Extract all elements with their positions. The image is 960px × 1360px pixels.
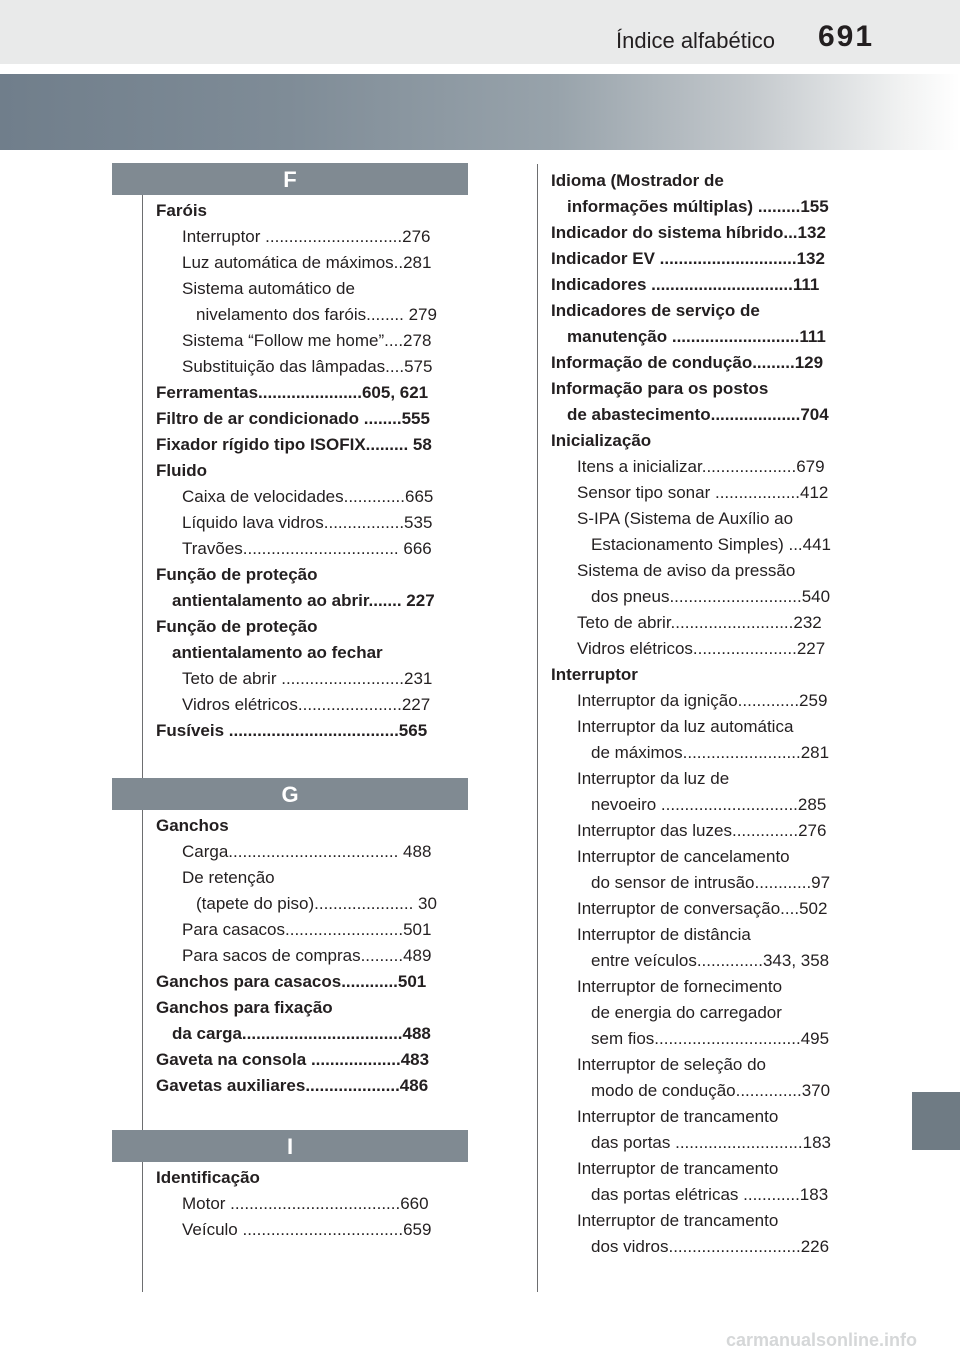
index-entry: Travões................................. 666	[182, 539, 432, 558]
index-entry: Motor ....................................660	[182, 1194, 429, 1213]
index-entry: Fusíveis ....................................565	[156, 721, 428, 740]
index-entry: Itens a inicializar....................679	[577, 457, 825, 476]
chapter-side-tab	[912, 1092, 960, 1150]
index-entry: antientalamento ao fechar	[172, 643, 383, 662]
index-entry: Informação de condução.........129	[551, 353, 824, 372]
section-header-f: F	[112, 163, 468, 195]
left-column-divider	[142, 194, 143, 1292]
index-entry: Ganchos para fixação	[156, 998, 333, 1017]
index-entry: Gaveta na consola ...................483	[156, 1050, 430, 1069]
index-entry: Função de proteção	[156, 565, 318, 584]
page-header-bar	[0, 0, 960, 64]
section-list-g	[156, 813, 474, 1099]
index-entry: Interruptor .............................276	[182, 227, 431, 246]
index-entry: de energia do carregador	[591, 1003, 782, 1022]
index-entry: Indicador EV .............................132	[551, 249, 825, 268]
index-entry: antientalamento ao abrir....... 227	[172, 591, 435, 610]
index-entry: Sensor tipo sonar ..................412	[577, 483, 829, 502]
index-entry: Interruptor de trancamento	[577, 1107, 779, 1126]
index-entry: Fluido	[156, 461, 207, 480]
index-entry: Interruptor da luz automática	[577, 717, 794, 736]
index-entry: Sistema “Follow me home”....278	[182, 331, 432, 350]
index-entry: Inicialização	[551, 431, 652, 450]
index-entry: da carga..................................488	[172, 1024, 431, 1043]
index-entry: Ferramentas......................605, 621	[156, 383, 429, 402]
index-entry: Interruptor de trancamento	[577, 1159, 779, 1178]
index-entry: Interruptor de conversação....502	[577, 899, 828, 918]
index-entry: Estacionamento Simples) ...441	[591, 535, 832, 554]
index-entry: sem fios...............................495	[591, 1029, 830, 1048]
index-entry: informações múltiplas) .........155	[567, 197, 829, 216]
index-entry: Informação para os postos	[551, 379, 769, 398]
index-entry: Luz automática de máximos..281	[182, 253, 432, 272]
index-entry: Fixador rígido tipo ISOFIX......... 58	[156, 435, 432, 454]
index-entry: Sistema automático de	[182, 279, 355, 298]
page-title: Índice alfabético	[616, 28, 775, 53]
index-entry: Substituição das lâmpadas....575	[182, 357, 433, 376]
index-entry: Gavetas auxiliares....................486	[156, 1076, 429, 1095]
index-entry: Interruptor das luzes..............276	[577, 821, 827, 840]
index-entry: De retenção	[182, 868, 275, 887]
index-entry: Interruptor	[551, 665, 638, 684]
index-entry: Idioma (Mostrador de	[551, 171, 724, 190]
index-entry: Sistema de aviso da pressão	[577, 561, 796, 580]
watermark-text: carmanualsonline.info	[726, 1330, 918, 1350]
index-entry: Identificação	[156, 1168, 260, 1187]
index-entry: Teto de abrir..........................232	[577, 613, 822, 632]
index-entry: Teto de abrir ..........................231	[182, 669, 433, 688]
index-entry: Interruptor de fornecimento	[577, 977, 783, 996]
index-entry: dos pneus............................540	[591, 587, 831, 606]
index-entry: Líquido lava vidros.................535	[182, 513, 433, 532]
index-entry: Para sacos de compras.........489	[182, 946, 432, 965]
index-entry: Vidros elétricos......................227	[182, 695, 431, 714]
index-entry: entre veículos..............343, 358	[591, 951, 830, 970]
index-entry: Filtro de ar condicionado ........555	[156, 409, 430, 428]
index-entry: Interruptor da ignição.............259	[577, 691, 828, 710]
index-entry: de máximos.........................281	[591, 743, 830, 762]
page-number: 691	[818, 20, 875, 53]
index-entry: Ganchos	[156, 816, 229, 835]
index-entry: Interruptor de trancamento	[577, 1211, 779, 1230]
right-column-list	[551, 168, 869, 1260]
index-entry: Função de proteção	[156, 617, 318, 636]
index-entry: S-IPA (Sistema de Auxílio ao	[577, 509, 794, 528]
index-entry: Faróis	[156, 201, 208, 220]
section-header-g: G	[112, 778, 468, 810]
index-entry: modo de condução..............370	[591, 1081, 831, 1100]
index-entry: Indicadores de serviço de	[551, 301, 760, 320]
index-entry: das portas ...........................183	[591, 1133, 831, 1152]
index-entry: nevoeiro .............................285	[591, 795, 827, 814]
section-header-i: I	[112, 1130, 468, 1162]
index-entry: nivelamento dos faróis........ 279	[196, 305, 437, 324]
header-gradient-band	[0, 74, 960, 150]
index-entry: Vidros elétricos......................227	[577, 639, 826, 658]
index-entry: Interruptor de distância	[577, 925, 751, 944]
index-entry: dos vidros............................226	[591, 1237, 830, 1256]
index-entry: Ganchos para casacos............501	[156, 972, 427, 991]
index-entry: do sensor de intrusão............97	[591, 873, 831, 892]
section-list-f	[156, 198, 474, 744]
index-entry: Veículo ..................................659	[182, 1220, 432, 1239]
section-list-i	[156, 1165, 474, 1243]
index-entry: Para casacos.........................501	[182, 920, 432, 939]
index-entry: de abastecimento...................704	[567, 405, 829, 424]
index-entry: Indicadores ..............................111	[551, 275, 820, 294]
index-entry: Interruptor de cancelamento	[577, 847, 790, 866]
middle-column-divider	[537, 164, 538, 1292]
index-entry: Caixa de velocidades.............665	[182, 487, 434, 506]
index-entry: Interruptor da luz de	[577, 769, 730, 788]
index-entry: Indicador do sistema híbrido...132	[551, 223, 826, 242]
index-entry: (tapete do piso)..................... 30	[196, 894, 437, 913]
index-entry: manutenção ...........................111	[567, 327, 826, 346]
index-entry: das portas elétricas ............183	[591, 1185, 829, 1204]
index-entry: Interruptor de seleção do	[577, 1055, 767, 1074]
index-entry: Carga.................................... 488	[182, 842, 432, 861]
